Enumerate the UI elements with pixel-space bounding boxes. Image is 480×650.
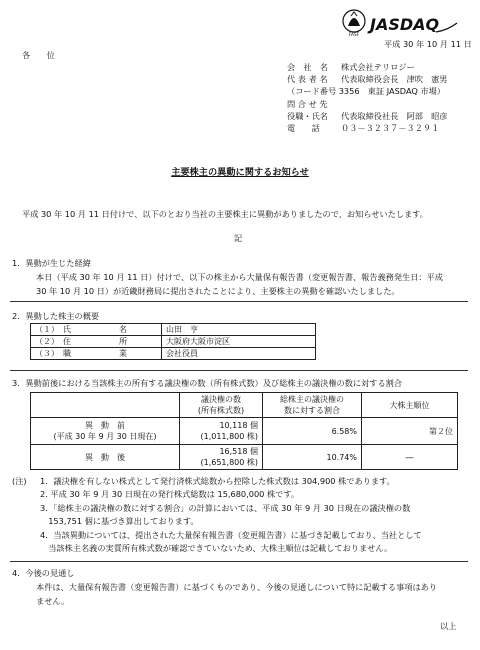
note-line: 4．当該異動については、提出された大量保有報告書（変更報告書）に基づき記載しており、当社として bbox=[40, 530, 422, 540]
table-cell: 6.58% bbox=[263, 418, 362, 445]
sender-row: 会 社 名 株式会社テリロジー bbox=[287, 62, 415, 72]
note-line: 2. 平成 30 年 9 月 30 日現在の発行株式総数は 15,680,000 株です。 bbox=[40, 489, 300, 499]
note-line: 当該株主名義の実質所有株式数が確認できていないため、大株主順位は記載しておりません。 bbox=[40, 543, 393, 553]
section1-line: 本日（平成 30 年 10 月 11 日）付けで、以下の株主から大量保有報告書（変更報告書、報告義務発生日：平成 bbox=[36, 272, 443, 282]
section4-line: 本件は、大量保有報告書（変更報告書）に基づくものであり、今後の見通しについて特に記載する事項はあり bbox=[36, 582, 438, 592]
table-header-cell: 大株主順位 bbox=[362, 393, 458, 418]
table-cell: ― bbox=[362, 445, 458, 470]
recipient: 各 位 bbox=[22, 50, 55, 60]
sender-row: 問 合 せ 先 bbox=[287, 98, 328, 109]
table-cell: 異 動 前 (平成 30 年 9 月 30 日現在) bbox=[31, 418, 180, 445]
intro-text: 平成 30 年 10 月 11 日付けで、以下のとおり当社の主要株主に異動がありましたので、お知らせいたします。 bbox=[22, 209, 428, 219]
sender-block bbox=[287, 62, 447, 135]
notes-marker: (注) bbox=[12, 476, 27, 486]
shareholder-table bbox=[30, 323, 316, 360]
table-cell: 16,518 個 (1,651,800 株) bbox=[180, 445, 263, 470]
table-cell: 10.74% bbox=[263, 445, 362, 470]
table-row bbox=[31, 336, 316, 348]
table-cell: （１） 氏 名 bbox=[31, 324, 162, 336]
table-row bbox=[31, 324, 316, 336]
table-cell: 第２位 bbox=[362, 418, 458, 445]
ki-mark: 記 bbox=[234, 233, 243, 243]
note-line: 1．議決権を有しない株式として発行済株式総数から控除した株式数は 304,900 株であります。 bbox=[40, 476, 395, 486]
table-cell: （３） 職 業 bbox=[31, 348, 162, 360]
section2-heading: 2．異動した株主の概要 bbox=[12, 311, 100, 321]
table-cell bbox=[31, 393, 180, 418]
table-cell: 異 動 後 bbox=[31, 445, 180, 470]
section4-line: ません。 bbox=[36, 596, 70, 606]
voting-rights-table bbox=[30, 392, 458, 470]
svg-text:JASDAQ: JASDAQ bbox=[370, 15, 440, 34]
section1-line: 30 年 10 月 10 日）が近畿財務局に提出されたことにより、主要株主の異動を確認いたしました。 bbox=[36, 286, 400, 296]
table-cell: （２） 住 所 bbox=[31, 336, 162, 348]
jasdaq-logo bbox=[340, 8, 460, 38]
sender-row: 電 話 ０３－３２３７－３２９１ bbox=[287, 122, 440, 133]
divider bbox=[10, 370, 468, 371]
section4-heading: 4．今後の見通し bbox=[12, 568, 75, 578]
section3-heading: 3．異動前後における当該株主の所有する議決権の数（所有株式数）及び総株主の議決権の数に対する割合 bbox=[12, 378, 403, 388]
sender-row: 代 表 者 名 代表取締役会長 津吹 憲男 bbox=[287, 74, 448, 85]
table-header-cell: 総株主の議決権の 数に対する割合 bbox=[263, 393, 362, 418]
table-row bbox=[31, 348, 316, 360]
table-header-row bbox=[31, 393, 458, 418]
divider bbox=[10, 561, 468, 562]
table-header-cell: 議決権の数 (所有株式数) bbox=[180, 393, 263, 418]
sender-row: 役職・氏名 代表取締役社長 阿部 昭彦 bbox=[287, 110, 448, 121]
divider bbox=[10, 301, 468, 302]
sender-row: （コード番号 3356 東証 JASDAQ 市場） bbox=[287, 86, 446, 97]
table-row bbox=[31, 445, 458, 470]
note-line: 153,751 個に基づき算出しております。 bbox=[40, 516, 199, 526]
table-cell: 会社役員 bbox=[162, 348, 316, 360]
document-date: 平成 30 年 10 月 11 日 bbox=[384, 39, 472, 49]
table-row bbox=[31, 418, 458, 445]
svg-text:FASF: FASF bbox=[348, 33, 360, 38]
note-line: 3．「総株主の議決権の数に対する割合」の計算においては、平成 30 年 9 月 30 日現在の議決権の数 bbox=[40, 503, 411, 513]
table-cell: 10,118 個 (1,011,800 株) bbox=[180, 418, 263, 445]
closing-mark: 以上 bbox=[440, 621, 457, 631]
document-title: 主要株主の異動に関するお知らせ bbox=[171, 167, 309, 178]
section1-heading: 1．異動が生じた経緯 bbox=[12, 258, 91, 268]
table-cell: 山田 亨 bbox=[162, 324, 316, 336]
table-cell: 大阪府大阪市淀区 bbox=[162, 336, 316, 348]
